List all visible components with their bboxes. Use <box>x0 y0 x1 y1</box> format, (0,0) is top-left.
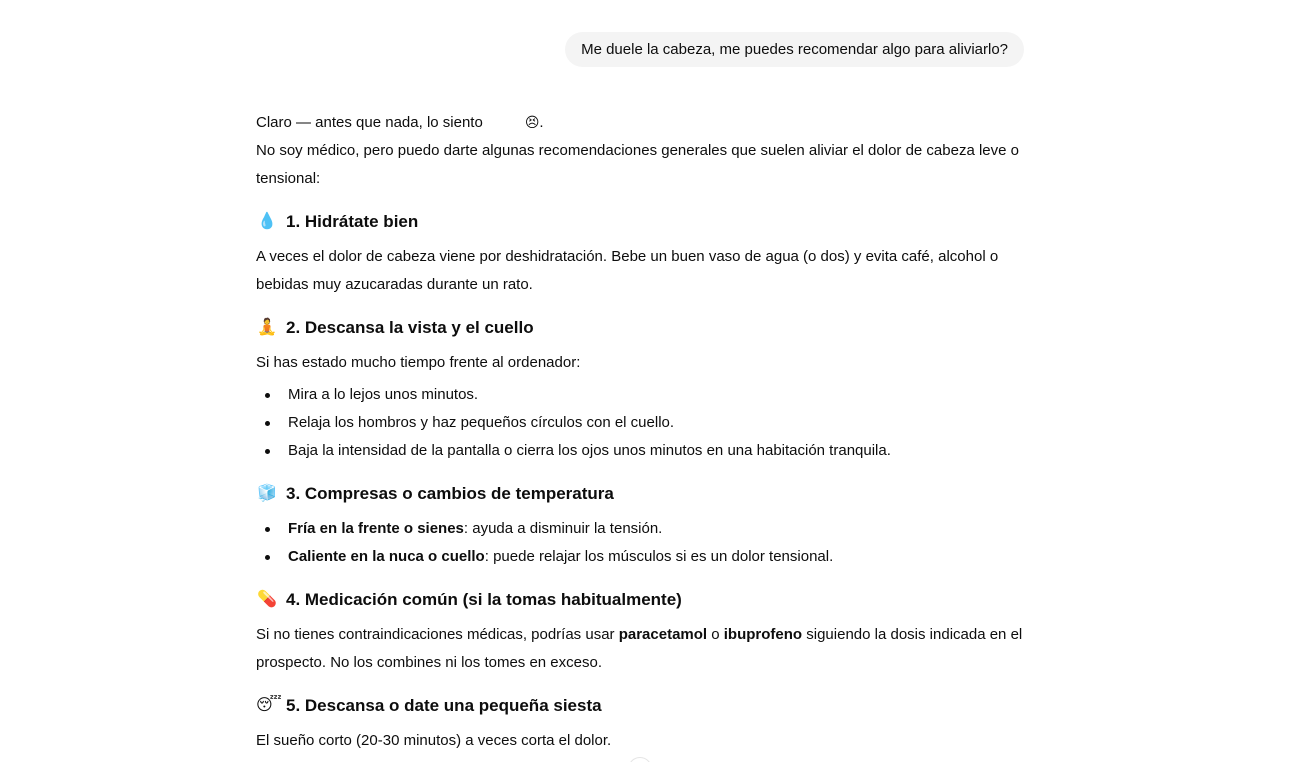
meditation-icon: 🧘 <box>257 319 277 336</box>
list-item <box>256 515 1031 543</box>
item-text: : ayuda a disminuir la tensión. <box>463 520 663 537</box>
intro-line-1 <box>256 108 1031 137</box>
section-title: 3. Compresas o cambios de temperatura <box>286 484 614 503</box>
section-body: A veces el dolor de cabeza viene por deshidratación. Bebe un buen vaso de agua (o dos) y evita café, alcohol o bebidas muy azucaradas durante un rato. <box>256 248 999 293</box>
intro-line-2: No soy médico, pero puedo darte algunas recomendaciones generales que suelen aliviar el dolor de cabeza leve o tensional: <box>256 142 1019 187</box>
bold-text: Fría en la frente o sienes <box>288 520 464 537</box>
intro-period: . <box>539 114 544 131</box>
user-message-bubble: Me duele la cabeza, me puedes recomendar algo para aliviarlo? <box>565 32 1024 67</box>
bold-text: Caliente en la nuca o cuello <box>288 548 485 565</box>
body-text: Si no tienes contraindicaciones médicas, podrías usar <box>256 626 619 643</box>
list-item: Baja la intensidad de la pantalla o cierra los ojos unos minutos en una habitación tranquila. <box>256 437 1031 465</box>
sleeping-face-icon: 😴 <box>256 697 282 714</box>
section-body: El sueño corto (20-30 minutos) a veces corta el dolor. <box>256 732 612 749</box>
body-text: siguiendo la dosis indicada en el prospecto. No los combines ni los tomes en exceso. <box>256 626 1023 671</box>
ice-icon: 🧊 <box>257 485 277 502</box>
section-heading-medication <box>256 585 1031 615</box>
bullet-list <box>256 381 1031 465</box>
bold-text: ibuprofeno <box>723 626 803 643</box>
section-heading-nap <box>256 691 1031 721</box>
section-heading-compresses <box>256 479 1031 509</box>
list-item <box>256 543 1031 571</box>
section-title: 2. Descansa la vista y el cuello <box>286 318 534 337</box>
section-title: 4. Medicación común (si la tomas habitualmente) <box>286 590 682 609</box>
section-title: 1. Hidrátate bien <box>286 212 419 231</box>
list-item: Relaja los hombros y haz pequeños círculos con el cuello. <box>256 409 1031 437</box>
sad-face-icon: 😣 <box>524 114 540 130</box>
assistant-message <box>256 108 1031 755</box>
section-heading-rest-eyes <box>256 313 1031 343</box>
section-heading-hydrate <box>256 207 1031 237</box>
intro-text: Claro — antes que nada, lo siento <box>256 114 483 131</box>
section-title: 5. Descansa o date una pequeña siesta <box>286 696 602 715</box>
body-text: o <box>707 626 724 643</box>
bold-text: paracetamol <box>618 626 708 643</box>
water-drop-icon: 💧 <box>257 213 277 230</box>
item-text: : puede relajar los músculos si es un dolor tensional. <box>484 548 834 565</box>
section-body: Si has estado mucho tiempo frente al ordenador: <box>256 354 581 371</box>
bullet-list <box>256 515 1031 571</box>
pill-icon: 💊 <box>257 591 277 608</box>
scroll-down-button[interactable] <box>628 757 652 762</box>
section-body <box>256 621 1031 677</box>
list-item: Mira a lo lejos unos minutos. <box>256 381 1031 409</box>
